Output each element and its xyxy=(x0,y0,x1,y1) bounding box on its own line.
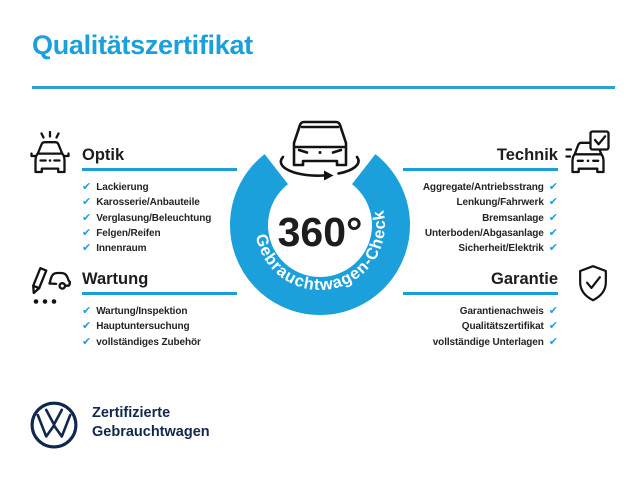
page-title: Qualitätszertifikat xyxy=(32,30,253,60)
check-icon: ✔ xyxy=(548,227,558,240)
title-divider xyxy=(32,86,615,89)
checklist-item-label: Qualitätszertifikat xyxy=(461,321,544,333)
checklist-item-label: vollständige Unterlagen xyxy=(432,336,544,348)
check-icon: ✔ xyxy=(548,335,558,348)
checklist-item-label: Hauptuntersuchung xyxy=(96,321,190,333)
ring-label: Gebrauchtwagen-Check xyxy=(251,208,390,295)
360-check-badge xyxy=(210,105,430,340)
360-ring-graphic xyxy=(210,105,430,340)
brand-claim-line1: Zertifizierte xyxy=(92,405,171,421)
car-rotation-icon xyxy=(281,122,359,181)
check-icon: ✔ xyxy=(548,211,558,224)
checklist-item-label: Wartung/Inspektion xyxy=(96,306,188,318)
section-heading: Wartung xyxy=(82,270,149,288)
checklist-item-label: Felgen/Reifen xyxy=(96,228,161,240)
checklist-item-label: Karosserie/Anbauteile xyxy=(96,197,200,209)
degree-label: 360° xyxy=(277,209,363,255)
section-heading: Optik xyxy=(82,146,125,164)
checklist-item-label: Innenraum xyxy=(96,243,147,255)
check-icon: ✔ xyxy=(82,335,92,348)
check-icon: ✔ xyxy=(82,181,92,194)
check-icon: ✔ xyxy=(548,320,558,333)
checklist-item-label: Lackierung xyxy=(96,182,149,194)
checklist-item-label: Bremsanlage xyxy=(482,212,544,224)
checklist-item-label: Garantienachweis xyxy=(459,306,544,318)
check-icon: ✔ xyxy=(82,196,92,209)
checklist-item-label: Lenkung/Fahrwerk xyxy=(456,197,544,209)
brand-claim-line2: Gebrauchtwagen xyxy=(92,424,210,440)
section-heading: Technik xyxy=(496,146,558,164)
check-icon: ✔ xyxy=(548,305,558,318)
car-checkbox-icon xyxy=(563,129,613,177)
checklist-item-label: Sicherheit/Elektrik xyxy=(458,243,544,255)
check-icon: ✔ xyxy=(82,305,92,318)
checklist-item-label: vollständiges Zubehör xyxy=(96,336,201,348)
check-icon: ✔ xyxy=(82,211,92,224)
checklist-item-label: Verglasung/Beleuchtung xyxy=(96,212,212,224)
check-icon: ✔ xyxy=(548,196,558,209)
vw-logo xyxy=(29,400,79,450)
check-icon: ✔ xyxy=(82,227,92,240)
car-shine-icon xyxy=(26,129,74,177)
service-checklist-car-icon xyxy=(26,261,74,309)
brand-claim xyxy=(92,404,210,442)
checklist-item-label: Aggregate/Antriebsstrang xyxy=(422,182,544,194)
section-heading: Garantie xyxy=(491,270,558,288)
checklist-item-label: Unterboden/Abgasanlage xyxy=(424,228,544,240)
shield-check-icon xyxy=(571,262,615,308)
check-icon: ✔ xyxy=(548,242,558,255)
check-icon: ✔ xyxy=(82,242,92,255)
check-icon: ✔ xyxy=(82,320,92,333)
check-icon: ✔ xyxy=(548,181,558,194)
